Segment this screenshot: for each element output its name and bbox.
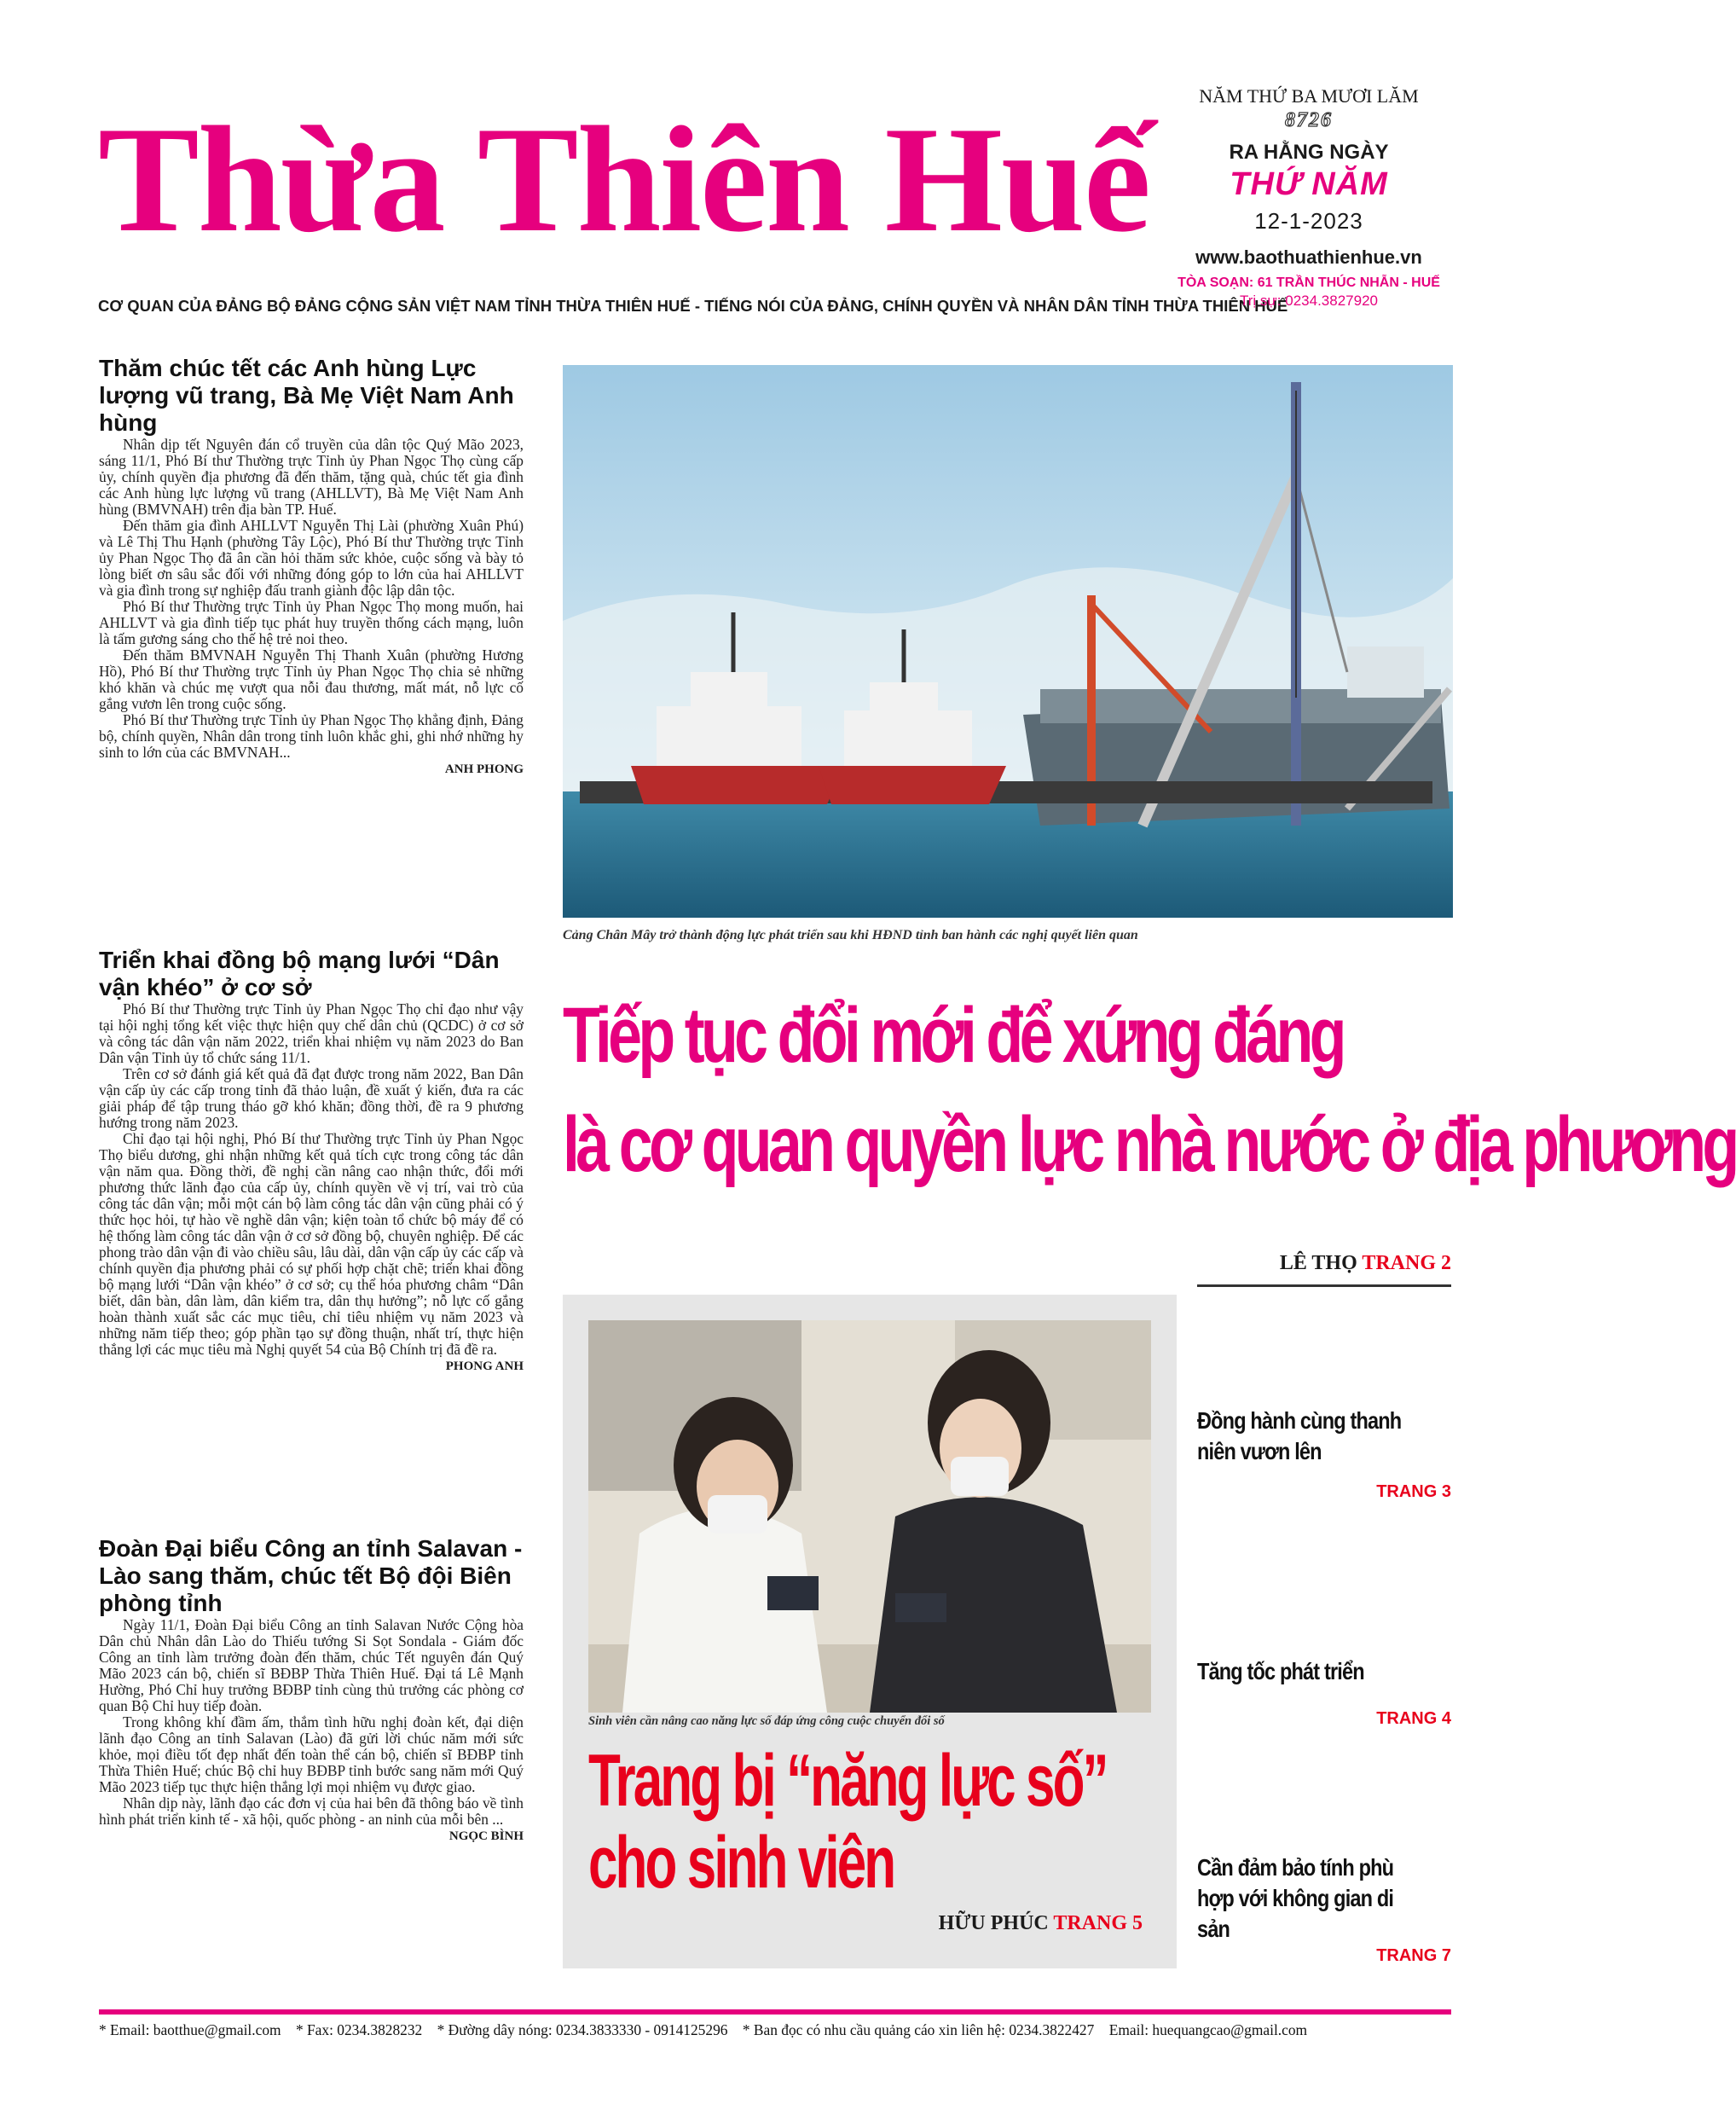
teaser-page-link[interactable]: TRANG 4 xyxy=(1376,1709,1451,1728)
issue-number: 8726 xyxy=(1285,109,1333,131)
port-photo xyxy=(563,365,1453,918)
lead-headline[interactable] xyxy=(563,981,1736,1199)
masthead-subline: CƠ QUAN CỦA ĐẢNG BỘ ĐẢNG CỘNG SẢN VIỆT NAM TỈNH THỪA THIÊN HUẾ - TIẾNG NÓI CỦA ĐẢNG, CHÍNH QUYỀN VÀ NHÂN DÂN TỈNH THỪA THIÊN HUẾ xyxy=(98,297,1288,315)
article-paragraph: Phó Bí thư Thường trực Tỉnh ủy Phan Ngọc Thọ khẳng định, Đảng bộ, chính quyền, Nhân dân trong tỉnh luôn khắc ghi, ghi nhớ những hy sinh to lớn của các BMVNAH... xyxy=(99,711,524,761)
teaser-dong-hanh[interactable]: Đồng hành cùng thanh niên vươn lên xyxy=(1197,1407,1402,1464)
article-paragraph: Đến thăm BMVNAH Nguyễn Thị Thanh Xuân (phường Hương Hồ), Phó Bí thư Thường trực Tỉnh ủy Phan Ngọc Thọ chia sẻ những khó khăn và chúc mẹ vượt qua nỗi đau thương, mất mát, nỗ lực cố gắng vươn lên trong cuộc sống. xyxy=(99,646,524,712)
article-paragraph: Phó Bí thư Thường trực Tỉnh ủy Phan Ngọc Thọ chỉ đạo như vậy tại hội nghị tổng kết việc thực hiện quy chế dân chủ (QCDC) ở cơ sở và công tác dân vận năm 2022, triển khai nhiệm vụ năm 2023 do Ban Dân vận Tỉnh ủy tổ chức sáng 11/1. xyxy=(99,1000,524,1066)
lead-photo-caption: Cảng Chân Mây trở thành động lực phát triển sau khi HĐND tỉnh ban hành các nghị quyết liên quan xyxy=(563,928,1138,942)
masthead-title: Thừa Thiên Huế xyxy=(98,95,1149,264)
teaser-tang-toc[interactable]: Tăng tốc phát triển xyxy=(1197,1658,1364,1684)
article-paragraph: Đến thăm gia đình AHLLVT Nguyễn Thị Lài (phường Xuân Phú) và Lê Thị Thu Hạnh (phường Tây Lộc), Phó Bí thư Thường trực Tỉnh ủy Phan Ngọc Thọ đã ân cần hỏi thăm sức khỏe, cuộc sống và bày tỏ lòng biết ơn sâu sắc đối với những đóng góp to lớn của hai AHLLVT và gia đình trong sự nghiệp đấu tranh giành độc lập dân tộc. xyxy=(99,517,524,599)
office-phone: Trị sự: 0234.3827920 xyxy=(1240,293,1378,309)
issue-info xyxy=(1168,85,1450,310)
feature-headline[interactable] xyxy=(588,1740,1116,1904)
footer-contacts xyxy=(99,2021,1451,2039)
article-paragraph: Nhân dịp này, lãnh đạo các đơn vị của hai bên đã thông báo về tình hình phát triển kinh tế - xã hội, quốc phòng - an ninh của mỗi bên ... xyxy=(99,1794,524,1828)
article-paragraph: Trong không khí đầm ấm, thắm tình hữu nghị đoàn kết, đại diện lãnh đạo Công an tỉnh Salavan (Lào) đã gửi lời chúc năm mới sức khỏe, mọi điều tốt đẹp nhất đến toàn thể cán bộ, chiến sĩ BĐBP tỉnh Thừa Thiên Huế; chúc Bộ chỉ huy BĐBP tỉnh bước sang năm mới Quý Mão 2023 tiếp tục thực hiện thắng lợi mọi nhiệm vụ được giao. xyxy=(99,1713,524,1795)
footer-email[interactable]: * Email: baotthue@gmail.com xyxy=(99,2021,281,2038)
port-illustration xyxy=(563,365,1453,918)
students-photo xyxy=(588,1320,1151,1713)
footer-fax: * Fax: 0234.3828232 xyxy=(295,2021,423,2038)
lead-headline-line1: Tiếp tục đổi mới để xứng đáng xyxy=(563,992,1343,1079)
students-illustration xyxy=(588,1320,1151,1713)
article-paragraph: Nhân dịp tết Nguyên đán cổ truyền của dân tộc Quý Mão 2023, sáng 11/1, Phó Bí thư Thường trực Tỉnh ủy Phan Ngọc Thọ cùng cấp ủy, chính quyền địa phương đã đến thăm, tặng quà, chúc tết gia đình các Anh hùng lực lượng vũ trang (AHLLVT), Bà Mẹ Việt Nam Anh hùng (BMVNAH) trên địa bàn TP. Huế. xyxy=(99,436,524,518)
article-paragraph: Phó Bí thư Thường trực Tỉnh ủy Phan Ngọc Thọ mong muốn, hai AHLLVT và gia đình tiếp tục phát huy truyền thống cách mạng, luôn là tấm gương sáng cho thế hệ trẻ noi theo. xyxy=(99,598,524,647)
article-author: PHONG ANH xyxy=(445,1359,524,1373)
article-paragraph: Ngày 11/1, Đoàn Đại biểu Công an tỉnh Salavan Nước Cộng hòa Dân chủ Nhân dân Lào do Thiếu tướng Si Sọt Sondala - Giám đốc Công an tỉnh làm trưởng đoàn đến thăm, chúc Tết nguyên đán Quý Mão 2023 cán bộ, chiến sĩ BĐBP Thừa Thiên Huế. Đại tá Lê Mạnh Hường, Phó Chỉ huy trưởng BĐBP tỉnh cùng thủ trưởng các phòng cơ quan Bộ Chỉ huy tiếp đoàn. xyxy=(99,1616,524,1714)
article-paragraph: Trên cơ sở đánh giá kết quả đã đạt được trong năm 2022, Ban Dân vận cấp ủy các cấp trong tỉnh đã thảo luận, đề xuất ý kiến, đưa ra các giải pháp để tập trung tháo gỡ khó khăn; đồng thời, đề ra 9 phương hướng trong năm 2023. xyxy=(99,1065,524,1131)
footer-ads: * Ban đọc có nhu cầu quảng cáo xin liên hệ: 0234.3822427 xyxy=(742,2021,1095,2038)
teaser-can-dam-bao[interactable]: Cần đảm bảo tính phù hợp với không gian di sản xyxy=(1197,1854,1394,1942)
year-label: NĂM THỨ BA MƯƠI LĂM xyxy=(1199,85,1419,107)
article-tham-chuc-tet[interactable] xyxy=(99,355,524,777)
teaser-page-link[interactable]: TRANG 7 xyxy=(1376,1946,1451,1965)
divider xyxy=(1197,1284,1451,1287)
issue-date: 12-1-2023 xyxy=(1254,208,1363,234)
feature-headline-line2: cho sinh viên xyxy=(588,1822,894,1904)
frequency: RA HẰNG NGÀY xyxy=(1229,141,1389,164)
lead-author: LÊ THỌ xyxy=(1279,1252,1357,1274)
feature-headline-line1: Trang bị “năng lực số” xyxy=(588,1740,1107,1822)
website-link[interactable]: www.baothuathienhue.vn xyxy=(1195,246,1422,268)
office-address: TÒA SOẠN: 61 TRẦN THÚC NHẪN - HUẾ xyxy=(1178,275,1440,290)
article-author: ANH PHONG xyxy=(444,762,524,776)
article-paragraph: Chỉ đạo tại hội nghị, Phó Bí thư Thường trực Tỉnh ủy Phan Ngọc Thọ biểu dương, ghi nhận những kết quả tích cực trong công tác dân vận năm qua. Đồng thời, đề nghị cần nâng cao nhận thức, đổi mới phương thức lãnh đạo của cấp ủy, chính quyền về vị trí, vai trò của công tác dân vận; mỗi một cán bộ làm công tác dân vận cũng phải có ý thức học hỏi, tự hào về nghề dân vận; kiện toàn tổ chức bộ máy để có hệ thống làm công tác dân vận ở cơ sở đồng bộ, chuyên nghiệp. Để các phong trào dân vận đi vào chiều sâu, lâu dài, dân vận cấp ủy các cấp và chính quyền địa phương phải có sự phối hợp chặt chẽ; triển khai đồng bộ mạng lưới “Dân vận khéo” ở cơ sở; cụ thể hóa phương châm “Dân biết, dân bàn, dân làm, dân kiểm tra, dân thụ hưởng”; nỗ lực cố gắng hoàn thành xuất sắc các mục tiêu, chỉ tiêu nhiệm vụ năm 2023 và những năm tiếp theo; góp phần tạo sự đồng thuận, nhất trí, thực hiện thắng lợi các mục tiêu mà Nghị quyết 54 của Bộ Chính trị đã đề ra. xyxy=(99,1130,524,1358)
article-salavan[interactable] xyxy=(99,1535,524,1844)
article-dan-van-kheo[interactable] xyxy=(99,947,524,1374)
footer-hotline: * Đường dây nóng: 0234.3833330 - 0914125296 xyxy=(437,2021,728,2038)
article-title[interactable]: Thăm chúc tết các Anh hùng Lực lượng vũ trang, Bà Mẹ Việt Nam Anh hùng xyxy=(99,355,514,436)
footer-rule xyxy=(99,2009,1451,2015)
feature-page-link[interactable]: TRANG 5 xyxy=(1053,1912,1143,1934)
feature-author: HỮU PHÚC xyxy=(938,1912,1049,1934)
article-author: NGỌC BÌNH xyxy=(448,1829,524,1843)
article-title[interactable]: Đoàn Đại biểu Công an tỉnh Salavan - Lào sang thăm, chúc tết Bộ đội Biên phòng tỉnh xyxy=(99,1535,523,1616)
footer-ads-email[interactable]: Email: huequangcao@gmail.com xyxy=(1108,2021,1308,2038)
feature-byline xyxy=(887,1912,1143,1935)
lead-byline xyxy=(1194,1252,1451,1275)
lead-headline-line2: là cơ quan quyền lực nhà nước ở địa phương xyxy=(563,1101,1736,1188)
weekday: THỨ NĂM xyxy=(1230,166,1388,202)
teaser-page-link[interactable]: TRANG 3 xyxy=(1376,1482,1451,1501)
article-title[interactable]: Triển khai đồng bộ mạng lưới “Dân vận khéo” ở cơ sở xyxy=(99,947,500,1000)
lead-page-link[interactable]: TRANG 2 xyxy=(1362,1252,1451,1274)
feature-photo-caption: Sinh viên cần nâng cao năng lực số đáp ứng công cuộc chuyển đổi số xyxy=(588,1714,945,1728)
